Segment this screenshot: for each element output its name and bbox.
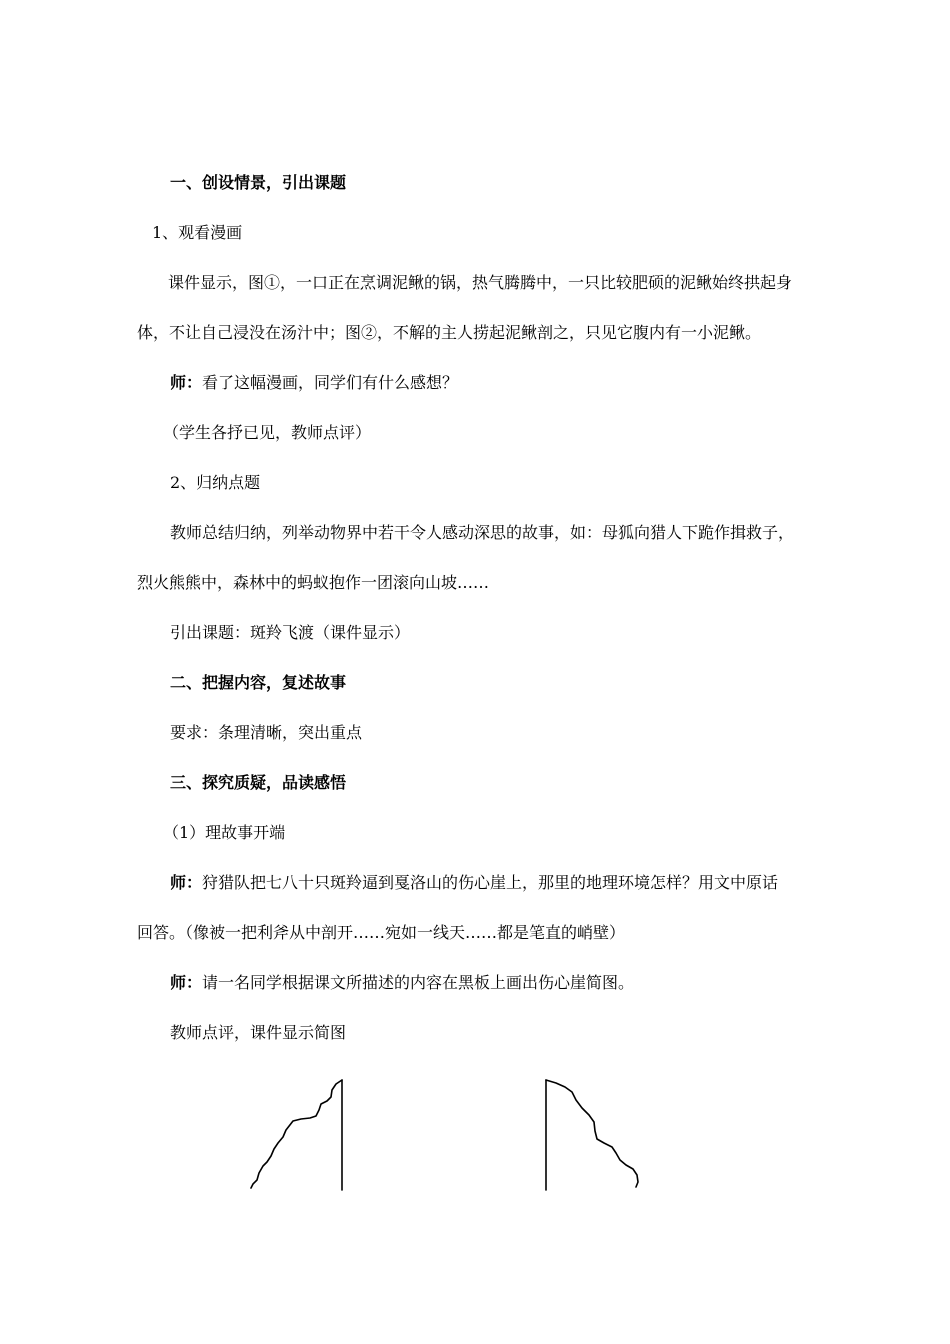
left-cliff bbox=[251, 1080, 342, 1190]
item-watch-cartoon: 1、观看漫画 bbox=[152, 223, 243, 242]
students-note: （学生各抒已见，教师点评） bbox=[163, 423, 372, 442]
paragraph-summary-line-1: 教师总结归纳，列举动物界中若干令人感动深思的故事，如：母狐向猎人下跪作揖救子， bbox=[170, 523, 795, 542]
teacher-label: 师： bbox=[170, 373, 203, 392]
paragraph-summary-line-2: 烈火熊熊中，森林中的蚂蚁抱作一团滚向山坡…… bbox=[137, 573, 490, 592]
cliff-sketch-diagram bbox=[240, 1070, 660, 1200]
left-cliff-edge bbox=[251, 1080, 342, 1188]
heading-section-3: 三、探究质疑，品读感悟 bbox=[170, 773, 347, 792]
teacher-question-2-line-1 bbox=[170, 872, 778, 894]
paragraph-cartoon-line-2: 体，不让自己浸没在汤汁中；图②，不解的主人捞起泥鳅剖之，只见它腹内有一小泥鳅。 bbox=[137, 323, 762, 342]
teacher-question-text: 狩猎队把七八十只斑羚逼到戛洛山的伤心崖上，那里的地理环境怎样？用文中原话 bbox=[202, 873, 779, 892]
heading-section-2: 二、把握内容，复述故事 bbox=[170, 673, 347, 692]
right-cliff-edge bbox=[546, 1080, 638, 1187]
teacher-comment: 教师点评，课件显示简图 bbox=[170, 1023, 347, 1042]
paragraph-cartoon-line-1: 课件显示，图①，一口正在烹调泥鳅的锅，热气腾腾中，一只比较肥硕的泥鳅始终拱起身 bbox=[168, 273, 793, 292]
heading-section-1: 一、创设情景，引出课题 bbox=[170, 173, 347, 192]
topic-intro: 引出课题：斑羚飞渡（课件显示） bbox=[170, 623, 411, 642]
teacher-instruction-3 bbox=[170, 972, 634, 994]
teacher-question-2-line-2: 回答。（像被一把利斧从中剖开……宛如一线天……都是笔直的峭壁） bbox=[137, 923, 626, 942]
teacher-question-text: 看了这幅漫画，同学们有什么感想？ bbox=[202, 373, 459, 392]
requirement-text: 要求：条理清晰，突出重点 bbox=[170, 723, 363, 742]
sub-item-story-beginning: （1）理故事开端 bbox=[163, 823, 286, 842]
right-cliff bbox=[546, 1080, 638, 1190]
teacher-instruction-text: 请一名同学根据课文所描述的内容在黑板上画出伤心崖简图。 bbox=[202, 973, 635, 992]
teacher-label: 师： bbox=[170, 973, 203, 992]
teacher-question-1 bbox=[170, 372, 458, 394]
teacher-label: 师： bbox=[170, 873, 203, 892]
item-summarize: 2、归纳点题 bbox=[170, 473, 261, 492]
